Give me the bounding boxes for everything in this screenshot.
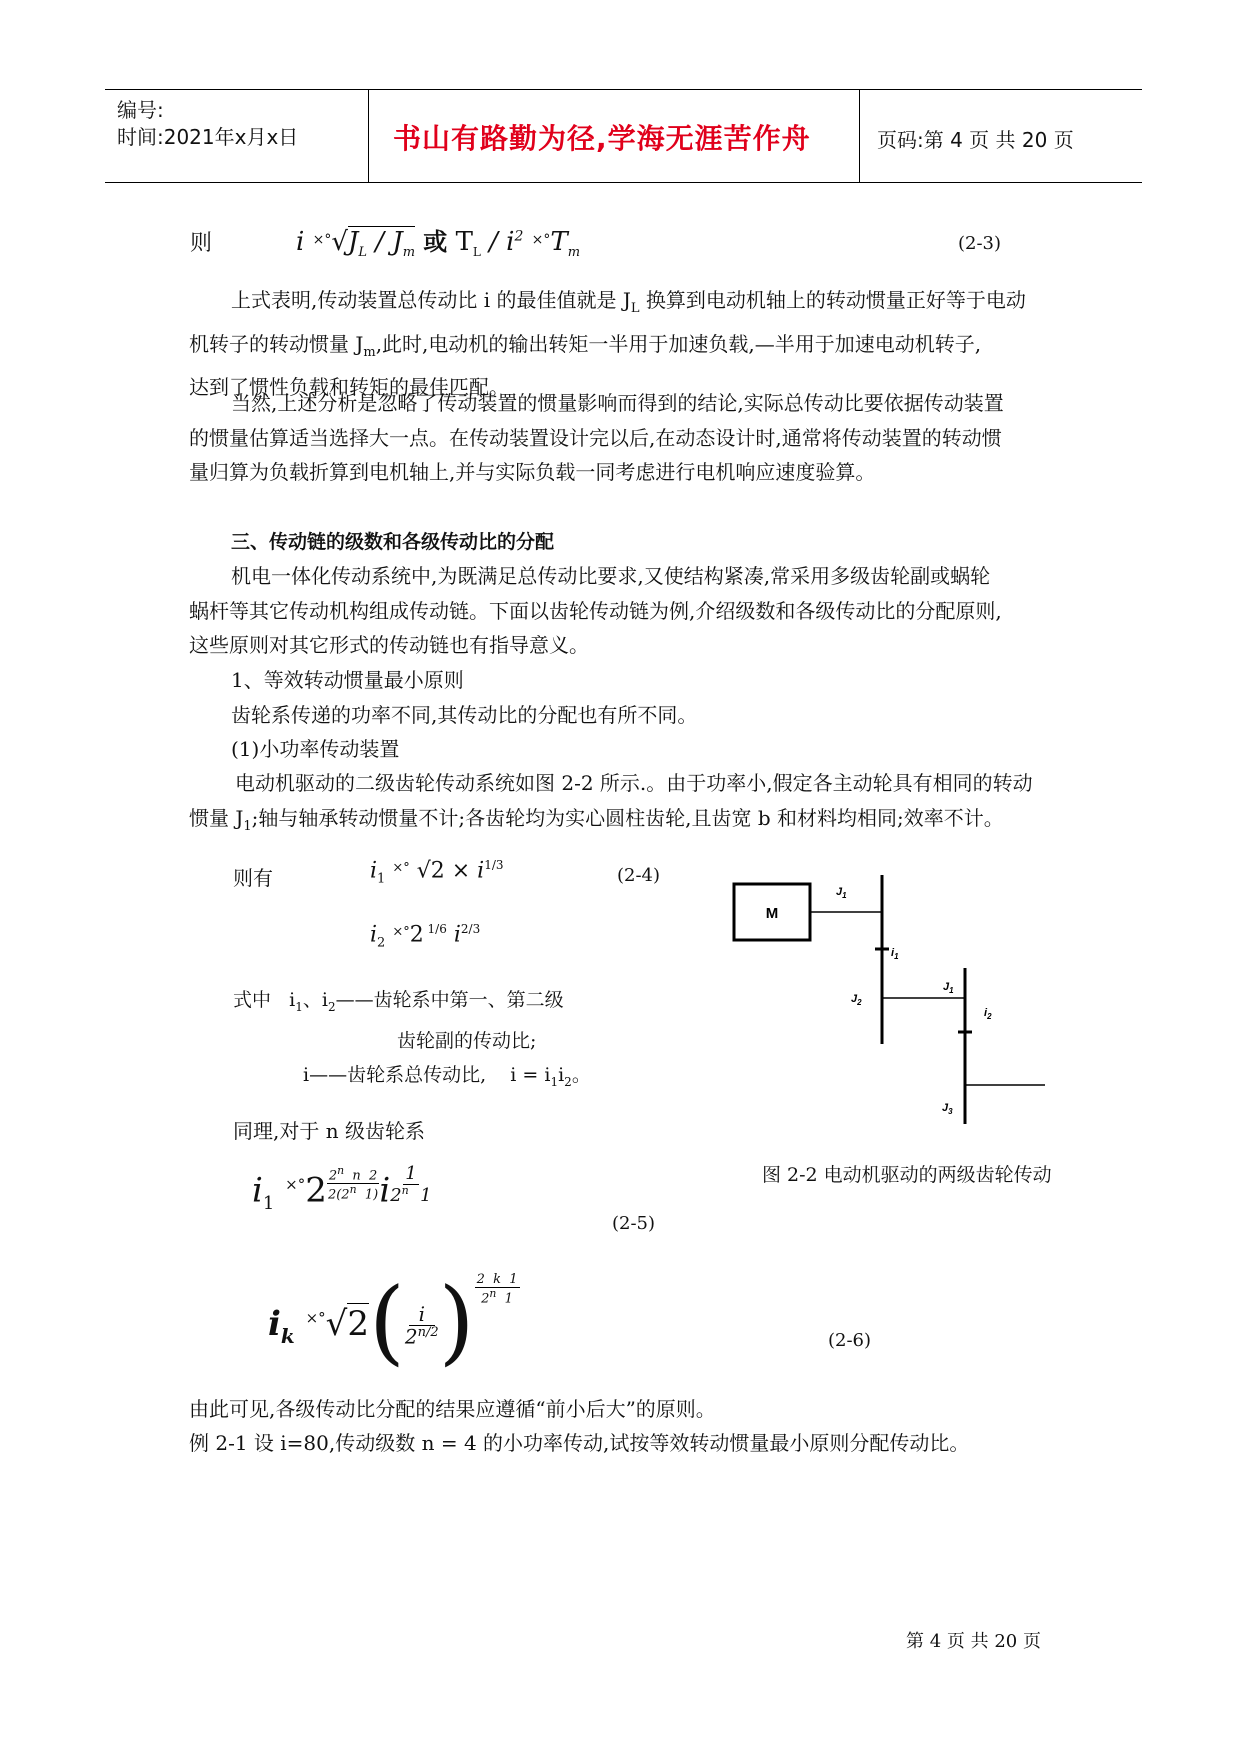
j1-label: $J_1$ xyxy=(836,886,847,900)
equation-number: (2-3) xyxy=(958,233,1002,254)
text-line: 当然,上述分析是忽略了传动装置的惯量影响而得到的结论,实际总传动比要依据传动装置 xyxy=(231,391,1004,415)
item-1-subheading: (1)小功率传动装置 xyxy=(231,737,400,761)
item-1-heading: 1、等效转动惯量最小原则 xyxy=(231,668,464,692)
equation-2-4-lead: 则有 xyxy=(233,866,273,890)
text-line: 机转子的转动惯量 J xyxy=(189,331,364,356)
page-footer: 第 4 页 共 20 页 xyxy=(906,1631,1041,1652)
text-line: 的惯量估算适当选择大一点。在传动装置设计完以后,在动态设计时,通常将传动装置的转动惯 xyxy=(189,425,1002,450)
text-line: 达到了惯性负载和转矩的最佳匹配。 xyxy=(189,375,509,399)
text-line: 电动机驱动的二级齿轮传动系统如图 2-2 所示.。由于功率小,假定各主动轮具有相同的转动 xyxy=(235,771,1033,795)
equation-2-5-formula: $i_1$ ×°2 $\frac{2^n n 2}{2(2^n 1)}$ i $\frac{1}{2^n 1}$ xyxy=(252,1163,432,1215)
equation-number: (2-6) xyxy=(828,1330,872,1351)
j3-label: $J_3$ xyxy=(942,1102,953,1116)
equation-2-4-line-1: $i_1$ ×° $√2 \times i^{1/3}$ xyxy=(370,858,504,887)
j2-label: $J_2$ xyxy=(851,993,862,1007)
motor-label: M xyxy=(765,905,779,922)
subscript: m xyxy=(363,344,376,360)
text-line: 上式表明,传动装置总传动比 i 的最佳值就是 J xyxy=(231,288,631,312)
where-lead: 式中 xyxy=(233,989,272,1011)
header-divider-left xyxy=(368,90,369,182)
i1-label: $i_1$ xyxy=(891,947,899,961)
header-bottom-rule xyxy=(105,182,1142,183)
equation-2-4-line-2: $i_2$ ×°2 $^{1/6}$ $i^{2/3}$ xyxy=(370,922,481,951)
paragraph-2 xyxy=(189,386,1004,490)
document-number-label: 编号: xyxy=(117,98,164,122)
where-line: 齿轮副的传动比; xyxy=(397,1029,537,1052)
document-time-label: 时间:2021年x月x日 xyxy=(117,125,299,149)
equation-2-6-formula: $i_k$ ×°√2( $\frac{i}{2^{n/2}}$ ) $\frac{2 k 1}{2^n 1}$ xyxy=(268,1268,518,1375)
item-1-text: 齿轮系传递的功率不同,其传动比的分配也有所不同。 xyxy=(231,703,698,727)
text-line: ;轴与轴承转动惯量不计;各齿轮均为实心圆柱齿轮,且齿宽 b 和材料均相同;效率不计。 xyxy=(251,805,1004,830)
header-top-rule xyxy=(105,89,1142,90)
where-clause: 式中 $i_1$、$i_2——$齿轮系中第一、第二级 齿轮副的传动比; i——齿轮系总传动比, $i = i_1i_2$。 xyxy=(233,989,591,1089)
header-page-code: 页码:第 4 页 共 20 页 xyxy=(877,128,1074,152)
paragraph-4: 电动机驱动的二级齿轮传动系统如图 2-2 所示.。由于功率小,假定各主动轮具有相同的转动 惯量 $J_1$;轴与轴承转动惯量不计;各齿轮均为实心圆柱齿轮,且齿宽 b 和材料均相同;效率不计。 xyxy=(189,766,1033,844)
paragraph-3 xyxy=(189,559,1002,663)
equation-number: (2-4) xyxy=(617,865,661,886)
equation-2-3 xyxy=(190,226,212,257)
equation-or: 或 xyxy=(423,227,448,256)
text-line: ,此时,电动机的输出转矩一半用于加速负载,—半用于加速电动机转子, xyxy=(375,331,982,356)
header-motto: 书山有路勤为径,学海无涯苦作舟 xyxy=(393,122,811,155)
equation-lead: 则 xyxy=(190,231,213,256)
subscript: L xyxy=(630,301,640,316)
where-line: i——齿轮系总传动比, xyxy=(303,1063,487,1086)
conclusion-text: 由此可见,各级传动比分配的结果应遵循“前小后大”的原则。 xyxy=(189,1397,716,1421)
gear-train-figure xyxy=(725,868,1055,1130)
figure-caption: 图 2-2 电动机驱动的两级齿轮传动 xyxy=(762,1164,1052,1186)
similarly-text: 同理,对于 n 级齿轮系 xyxy=(233,1119,425,1143)
text-line: 这些原则对其它形式的传动链也有指导意义。 xyxy=(189,633,589,657)
i2-label: $i_2$ xyxy=(984,1007,992,1021)
text-line: 换算到电动机轴上的转动惯量正好等于电动 xyxy=(639,288,1026,312)
text-line: 惯量 J xyxy=(189,805,244,830)
header-divider-right xyxy=(859,90,860,182)
text-line: 蜗杆等其它传动机构组成传动链。下面以齿轮传动链为例,介绍级数和各级传动比的分配原则, xyxy=(189,598,1002,623)
section-3-heading: 三、传动链的级数和各级传动比的分配 xyxy=(231,531,555,553)
equation-2-3-formula: i $^{\times^\circ}√J_L / J_m$ 或 $T_L / i^2$ $^{\times^\circ}T_m$ xyxy=(296,227,581,261)
where-line: ——齿轮系中第一、第二级 xyxy=(335,989,564,1011)
j1-label: $J_1$ xyxy=(943,981,954,995)
text-line: 量归算为负载折算到电机轴上,并与实际负载一同考虑进行电机响应速度验算。 xyxy=(189,460,876,484)
text-line: 机电一体化传动系统中,为既满足总传动比要求,又使结构紧凑,常采用多级齿轮副或蜗轮 xyxy=(231,564,991,588)
equation-number: (2-5) xyxy=(612,1213,656,1234)
where-line: i = i xyxy=(510,1063,551,1086)
torque-subscript: L xyxy=(472,245,481,260)
example-text: 例 2-1 设 i=80,传动级数 n = 4 的小功率传动,试按等效转动惯量最小原则分配传动比。 xyxy=(189,1431,970,1455)
torque-symbol: T xyxy=(455,227,473,257)
